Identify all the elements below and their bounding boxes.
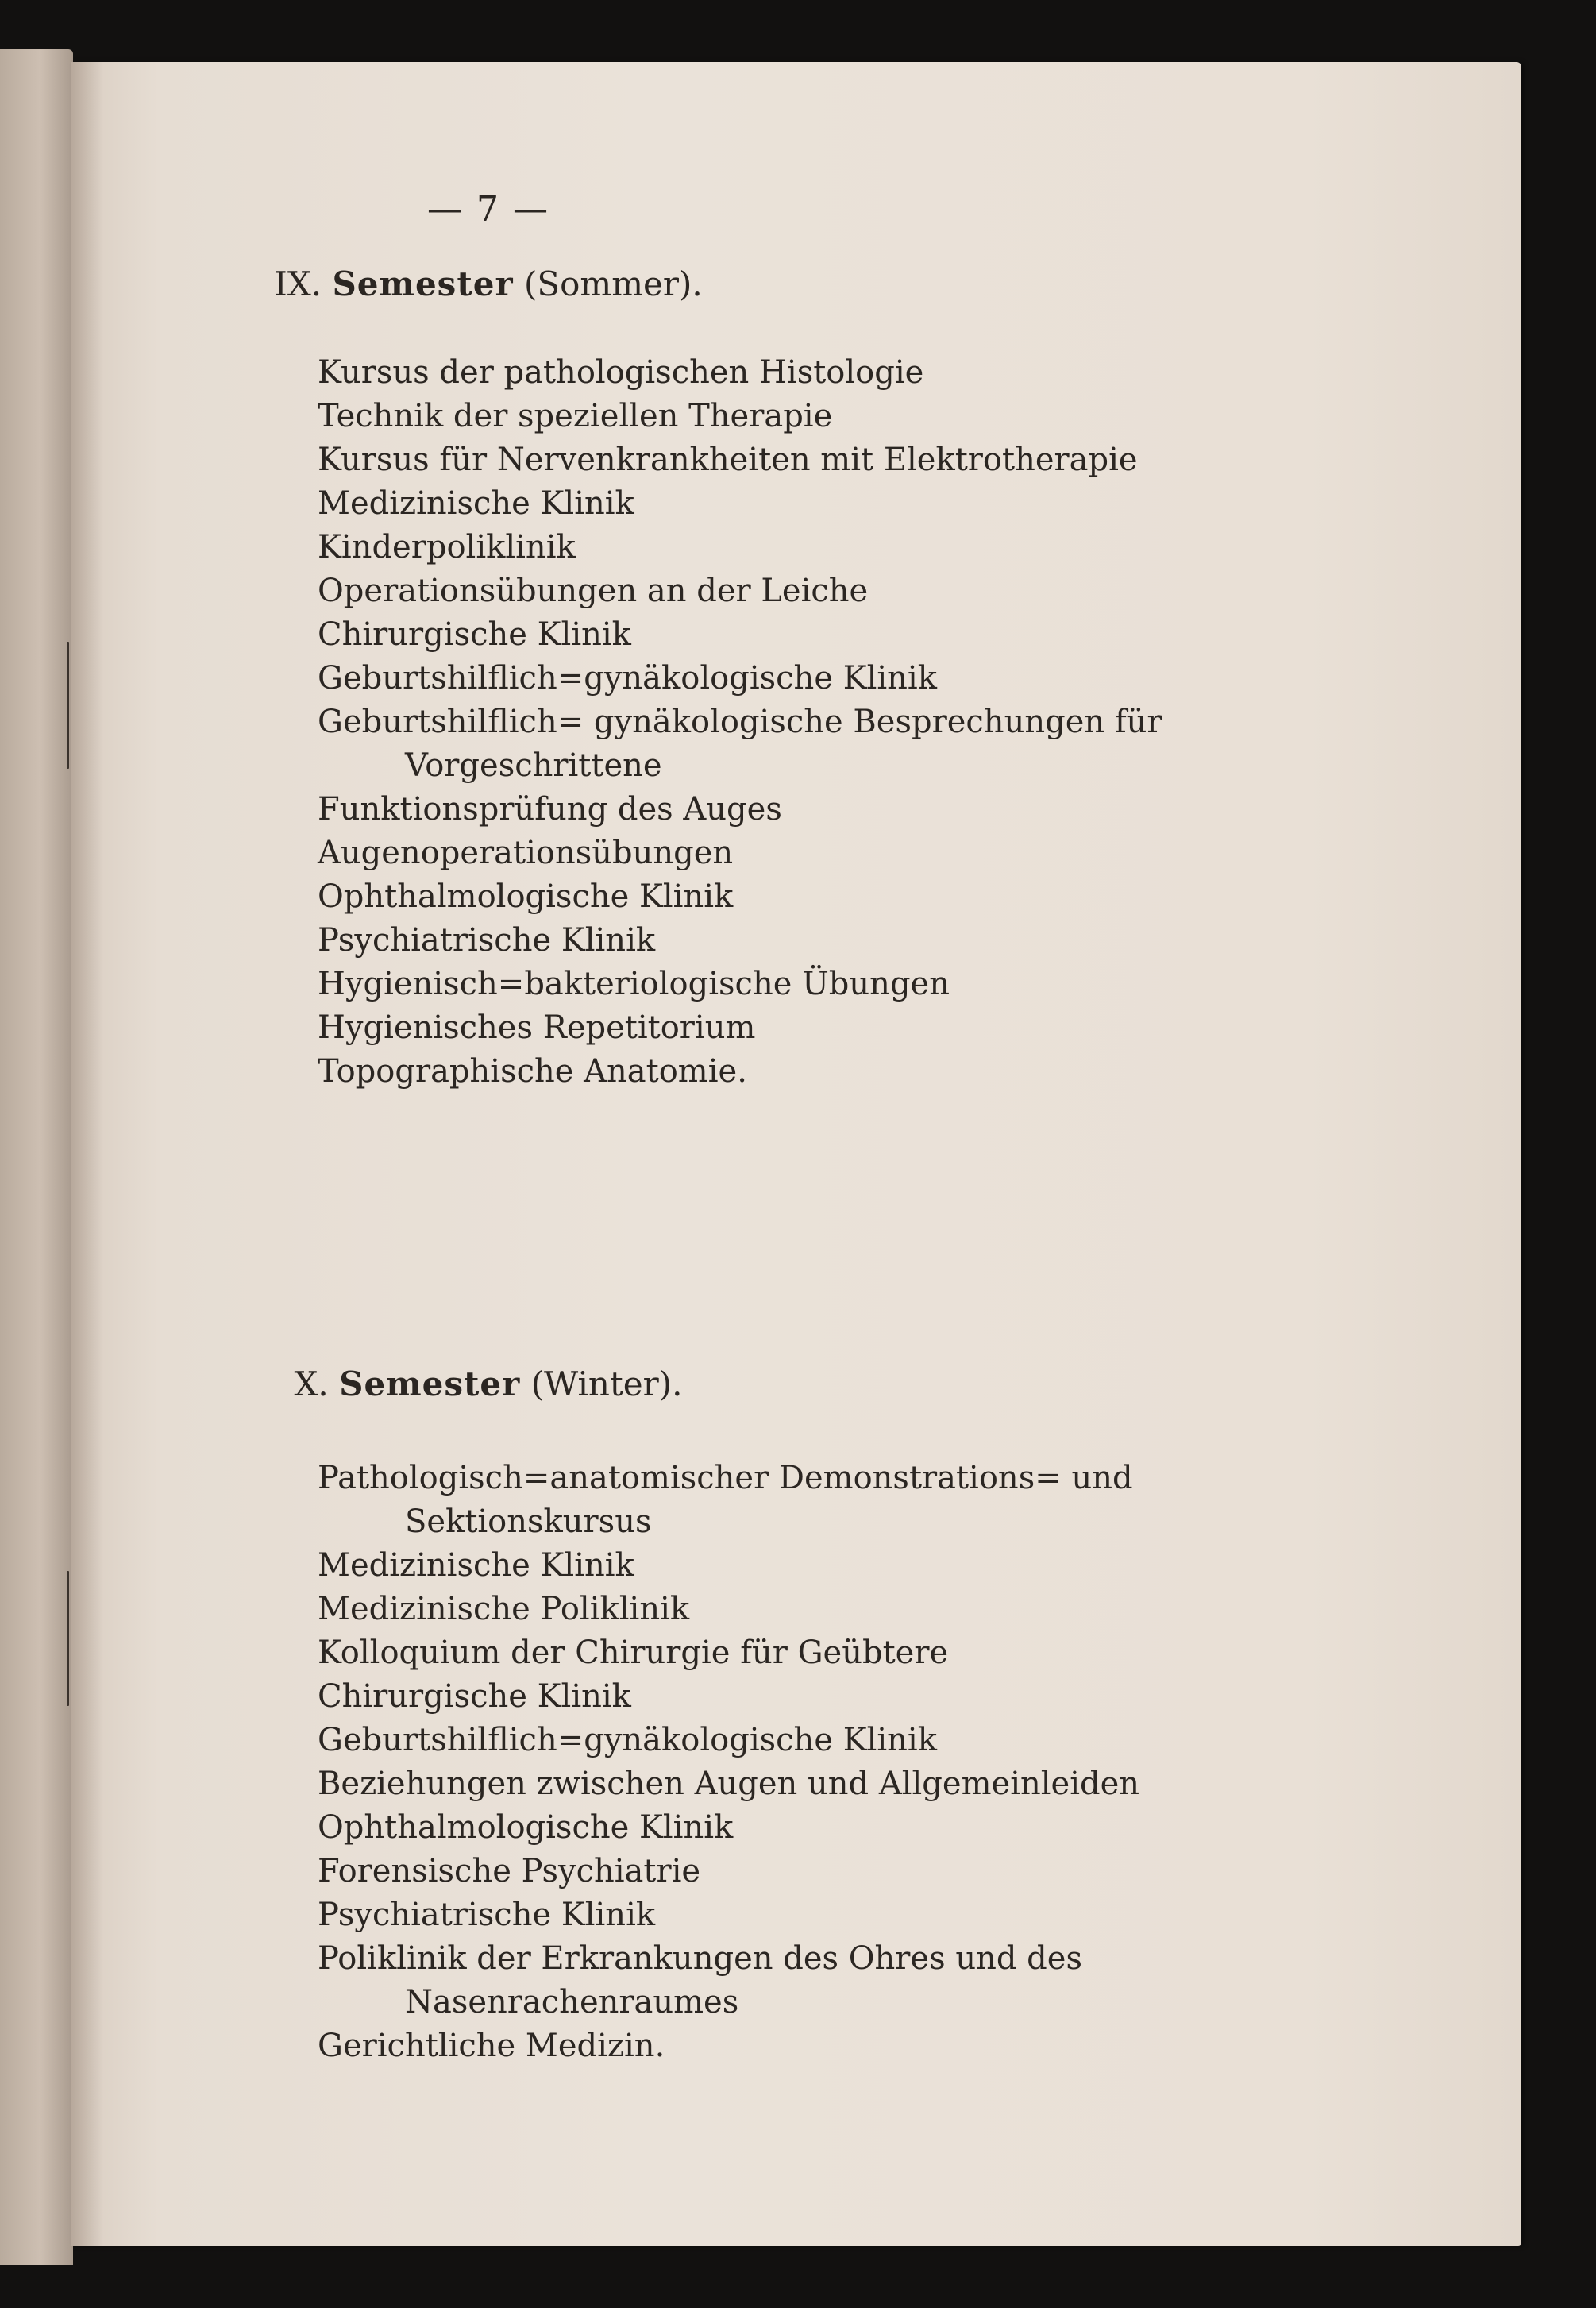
list-item: Kursus der pathologischen Histologie <box>318 354 924 391</box>
list-item-continuation: Vorgeschrittene <box>405 747 662 784</box>
list-item: Hygienisch=bakteriologische Übungen <box>318 966 950 1002</box>
book-page <box>71 62 1521 2246</box>
list-item: Psychiatrische Klinik <box>318 1897 656 1933</box>
list-item: Ophthalmologische Klinik <box>318 878 734 915</box>
semester-heading-x <box>71 1364 905 1403</box>
semester-roman-numeral: X. <box>294 1364 329 1403</box>
list-item: Poliklinik der Erkrankungen des Ohres und des <box>318 1940 1082 1977</box>
list-item: Chirurgische Klinik <box>318 1678 631 1715</box>
course-list-semester-x <box>318 1457 1139 2068</box>
semester-season: (Sommer). <box>523 264 703 303</box>
list-item: Ophthalmologische Klinik <box>318 1809 734 1846</box>
list-item: Medizinische Klinik <box>318 1547 634 1584</box>
list-item-continuation: Sektionskursus <box>405 1503 652 1540</box>
list-item: Geburtshilflich=gynäkologische Klinik <box>318 660 937 697</box>
course-list-semester-ix <box>318 351 1162 1094</box>
list-item: Psychiatrische Klinik <box>318 922 656 959</box>
list-item: Medizinische Poliklinik <box>318 1591 690 1627</box>
semester-word: Semester <box>332 264 514 303</box>
binding-thread-mark <box>67 1571 69 1706</box>
list-item: Chirurgische Klinik <box>318 616 631 653</box>
semester-season: (Winter). <box>530 1364 683 1403</box>
semester-heading-ix <box>71 264 905 303</box>
list-item: Operationsübungen an der Leiche <box>318 573 869 609</box>
list-item: Pathologisch=anatomischer Demonstrations= und <box>318 1460 1133 1496</box>
list-item: Beziehungen zwischen Augen und Allgemeinleiden <box>318 1766 1140 1802</box>
page-number: — 7 — <box>427 189 549 230</box>
list-item: Forensische Psychiatrie <box>318 1853 701 1889</box>
semester-roman-numeral: IX. <box>274 264 322 303</box>
list-item: Kolloquium der Chirurgie für Geübtere <box>318 1635 949 1671</box>
list-item: Geburtshilflich= gynäkologische Besprechungen für <box>318 704 1162 740</box>
list-item: Hygienisches Repetitorium <box>318 1009 756 1046</box>
list-item-continuation: Nasenrachenraumes <box>405 1984 739 2020</box>
list-item: Technik der speziellen Therapie <box>318 398 833 434</box>
list-item: Medizinische Klinik <box>318 485 634 522</box>
gutter-shadow <box>71 62 103 2246</box>
binding-thread-mark <box>67 642 69 769</box>
list-item: Kinderpoliklinik <box>318 529 576 565</box>
list-item: Augenoperationsübungen <box>318 835 734 871</box>
semester-word: Semester <box>339 1364 521 1403</box>
list-item: Topographische Anatomie. <box>318 1053 747 1090</box>
list-item: Kursus für Nervenkrankheiten mit Elektrotherapie <box>318 442 1138 478</box>
facing-page-edge <box>0 49 73 2265</box>
list-item: Funktionsprüfung des Auges <box>318 791 782 828</box>
list-item: Geburtshilflich=gynäkologische Klinik <box>318 1722 937 1758</box>
list-item: Gerichtliche Medizin. <box>318 2028 665 2064</box>
